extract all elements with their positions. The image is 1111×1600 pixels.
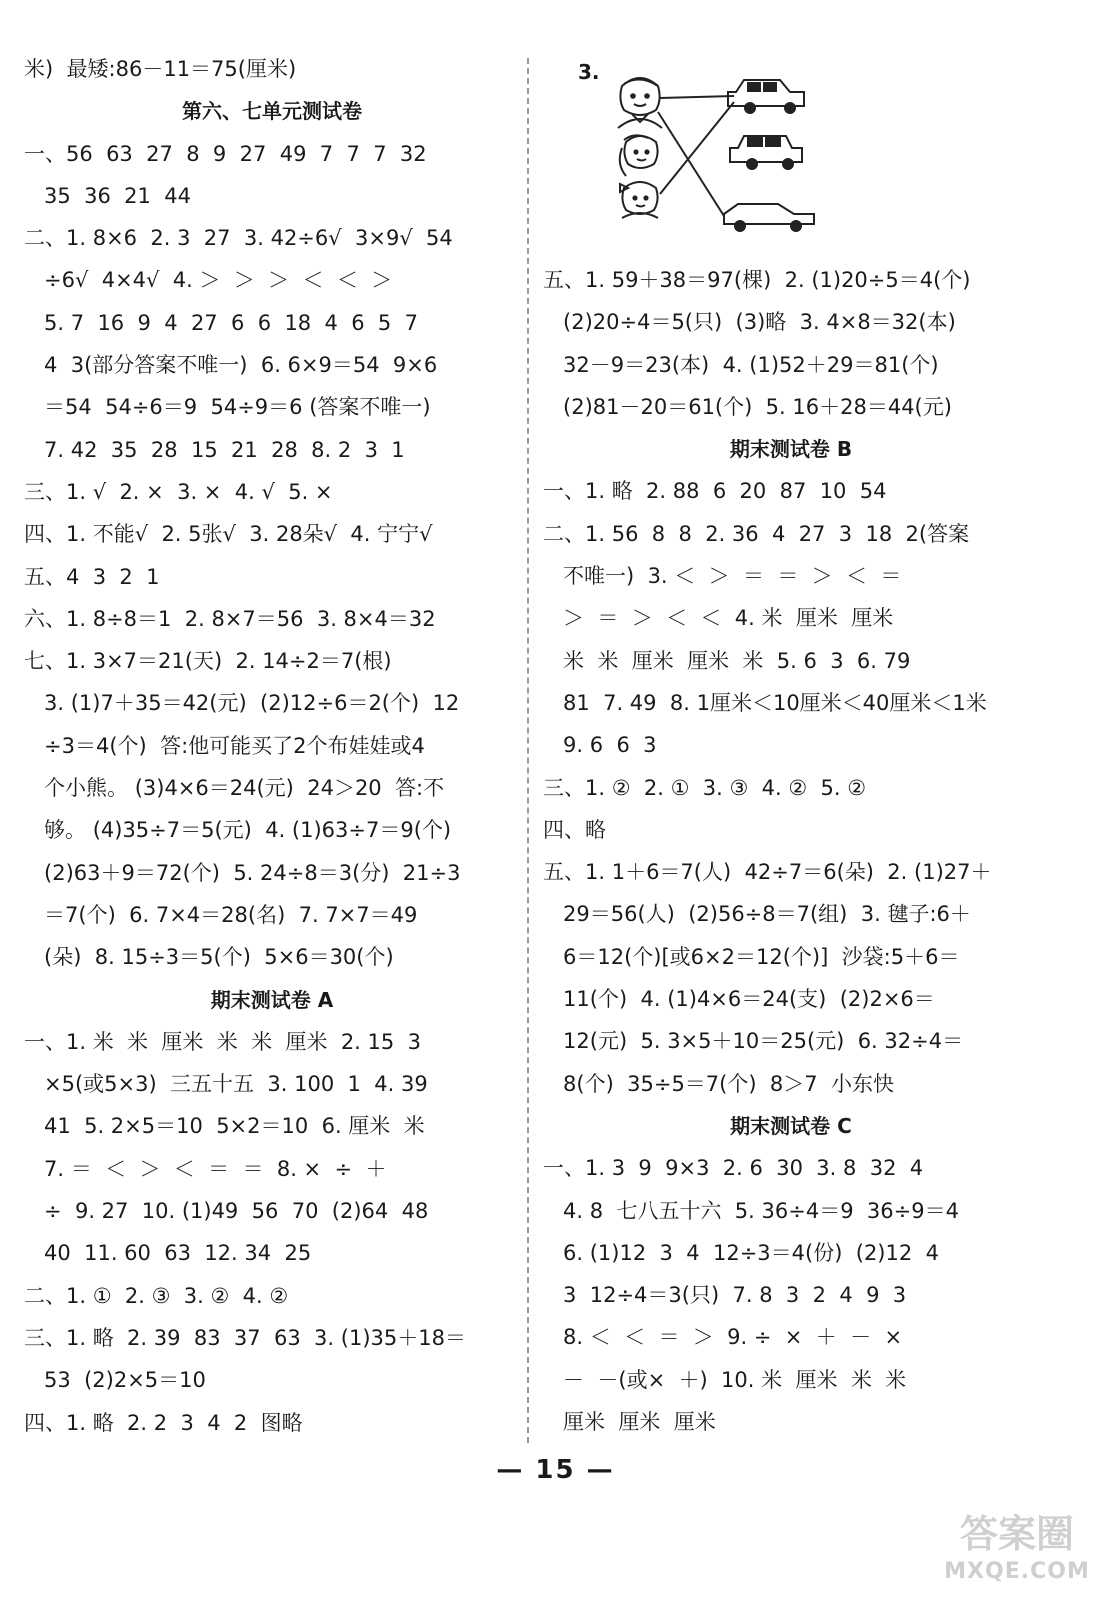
answer-line: 7. ＝ ＜ ＞ ＜ ＝ ＝ 8. × ÷ ＋ [24, 1156, 387, 1181]
answer-line: 40 11. 60 63 12. 34 25 [24, 1241, 312, 1266]
answer-line: 二、1. ① 2. ③ 3. ② 4. ② [24, 1283, 289, 1308]
left-column [24, 48, 520, 1444]
answer-line: 4. 8 七八五十六 5. 36÷4＝9 36÷9＝4 [543, 1198, 959, 1223]
girl-face-icon [620, 135, 658, 176]
answer-line: 米) 最矮:86－11＝75(厘米) [24, 57, 297, 81]
answer-line: 五、1. 59＋38＝97(棵) 2. (1)20÷5＝4(个) [543, 268, 971, 292]
site-watermark [933, 1510, 1101, 1594]
watermark-domain: MXQE.COM [944, 1559, 1090, 1584]
answer-line: 12(元) 5. 3×5＋10＝25(元) 6. 32÷4＝ [543, 1029, 964, 1054]
long-car-icon [724, 204, 814, 231]
answer-line: 四、略 [543, 817, 606, 842]
answer-line: 五、1. 1＋6＝7(人) 42÷7＝6(朵) 2. (1)27＋ [543, 860, 992, 885]
answer-line: ÷6√ 4×4√ 4. ＞ ＞ ＞ ＜ ＜ ＞ [24, 268, 393, 293]
answer-line: 6. (1)12 3 4 12÷3＝4(份) (2)12 4 [543, 1240, 939, 1265]
answer-line: 4 3(部分答案不唯一) 6. 6×9＝54 9×6 [24, 353, 438, 378]
answer-line: 六、1. 8÷8＝1 2. 8×7＝56 3. 8×4＝32 [24, 606, 436, 631]
answer-line: 米 米 厘米 厘米 米 5. 6 3 6. 79 [543, 648, 911, 673]
answer-line: 81 7. 49 8. 1厘米＜10厘米＜40厘米＜1米 [543, 690, 987, 715]
answer-line: 厘米 厘米 厘米 [543, 1410, 716, 1435]
question-3-label: 3. [578, 60, 600, 84]
answer-line: 七、1. 3×7＝21(天) 2. 14÷2＝7(根) [24, 649, 392, 674]
answer-line: 29＝56(人) (2)56÷8＝7(组) 3. 毽子:6＋ [543, 902, 971, 927]
answer-line: (2)63＋9＝72(个) 5. 24÷8＝3(分) 21÷3 [24, 860, 461, 885]
section-heading-final-b: 期末测试卷 B [729, 437, 853, 462]
page-number: — 15 — [496, 1455, 615, 1485]
answer-line: 够。 (4)35÷7＝5(元) 4. (1)63÷7＝9(个) [24, 818, 452, 843]
answer-line: 3. (1)7＋35＝42(元) (2)12÷6＝2(个) 12 [24, 691, 460, 716]
answer-line: 5. 7 16 9 4 27 6 6 18 4 6 5 7 [24, 310, 419, 335]
answer-line: 53 (2)2×5＝10 [24, 1368, 206, 1393]
answer-line: 32－9＝23(本) 4. (1)52＋29＝81(个) [543, 352, 939, 377]
answer-line: ＞ ＝ ＞ ＜ ＜ 4. 米 厘米 厘米 [543, 606, 894, 631]
answer-line: ÷3＝4(个) 答:他可能买了2个布娃娃或4 [24, 733, 425, 758]
matching-figure [600, 68, 820, 238]
answer-line: 二、1. 56 8 8 2. 36 4 27 3 18 2(答案 [543, 521, 970, 546]
answer-line: ÷ 9. 27 10. (1)49 56 70 (2)64 48 [24, 1199, 429, 1224]
answer-line: (2)20÷4＝5(只) (3)略 3. 4×8＝32(本) [543, 310, 956, 335]
answer-line: 6＝12(个)[或6×2＝12(个)] 沙袋:5＋6＝ [543, 944, 960, 969]
answer-line: ＝54 54÷6＝9 54÷9＝6 (答案不唯一) [24, 395, 431, 420]
answer-line: 一、1. 3 9 9×3 2. 6 30 3. 8 32 4 [543, 1156, 924, 1181]
answer-line: 9. 6 6 3 [543, 733, 657, 758]
answer-line: 个小熊。 (3)4×6＝24(元) 24＞20 答:不 [24, 776, 445, 801]
right-column [543, 259, 1039, 1443]
column-divider [527, 58, 529, 1443]
answer-line: 8. ＜ ＜ ＝ ＞ 9. ÷ × ＋ － × [543, 1325, 903, 1350]
answer-line: ＝7(个) 6. 7×4＝28(名) 7. 7×7＝49 [24, 902, 418, 927]
answer-line: 8(个) 35÷5＝7(个) 8＞7 小东快 [543, 1071, 894, 1096]
section-heading-final-c: 期末测试卷 C [730, 1113, 852, 1138]
sedan-car-icon [728, 80, 804, 113]
answer-line: (2)81－20＝61(个) 5. 16＋28＝44(元) [543, 394, 952, 419]
section-heading-unit-6-7: 第六、七单元测试卷 [182, 99, 362, 124]
answer-line: 11(个) 4. (1)4×6＝24(支) (2)2×6＝ [543, 987, 935, 1012]
answer-line: 35 36 21 44 [24, 183, 191, 208]
answer-line: 3 12÷4＝3(只) 7. 8 3 2 4 9 3 [543, 1283, 907, 1308]
answer-line: 四、1. 不能√ 2. 5张√ 3. 28朵√ 4. 宁宁√ [24, 522, 433, 547]
answer-line: 一、56 63 27 8 9 27 49 7 7 7 32 [24, 141, 427, 166]
answer-line: 三、1. 略 2. 39 83 37 63 3. (1)35＋18＝ [24, 1325, 466, 1350]
answer-line: 四、1. 略 2. 2 3 4 2 图略 [24, 1410, 303, 1435]
answer-line: 不唯一) 3. ＜ ＞ ＝ ＝ ＞ ＜ ＝ [543, 564, 902, 589]
match-line [660, 102, 734, 194]
section-heading-final-a: 期末测试卷 A [210, 987, 334, 1012]
answer-line: 41 5. 2×5＝10 5×2＝10 6. 厘米 米 [24, 1114, 425, 1139]
boy-face-icon [618, 78, 662, 128]
match-line [660, 96, 734, 98]
answer-line: 三、1. ② 2. ① 3. ③ 4. ② 5. ② [543, 775, 867, 800]
girl-with-bow-icon [620, 182, 658, 218]
answer-line: 二、1. 8×6 2. 3 27 3. 42÷6√ 3×9√ 54 [24, 226, 453, 251]
answer-line: 三、1. √ 2. × 3. × 4. √ 5. × [24, 479, 333, 504]
answer-line: 一、1. 米 米 厘米 米 米 厘米 2. 15 3 [24, 1029, 421, 1054]
answer-line: (朵) 8. 15÷3＝5(个) 5×6＝30(个) [24, 945, 394, 970]
suv-car-icon [730, 136, 802, 169]
answer-line: 7. 42 35 28 15 21 28 8. 2 3 1 [24, 437, 405, 462]
answer-line: 五、4 3 2 1 [24, 564, 160, 589]
answer-line: ×5(或5×3) 三五十五 3. 100 1 4. 39 [24, 1072, 428, 1097]
answer-line: － －(或× ＋) 10. 米 厘米 米 米 [543, 1367, 907, 1392]
answer-line: 一、1. 略 2. 88 6 20 87 10 54 [543, 479, 887, 504]
watermark-title: 答案圈 [959, 1512, 1074, 1556]
